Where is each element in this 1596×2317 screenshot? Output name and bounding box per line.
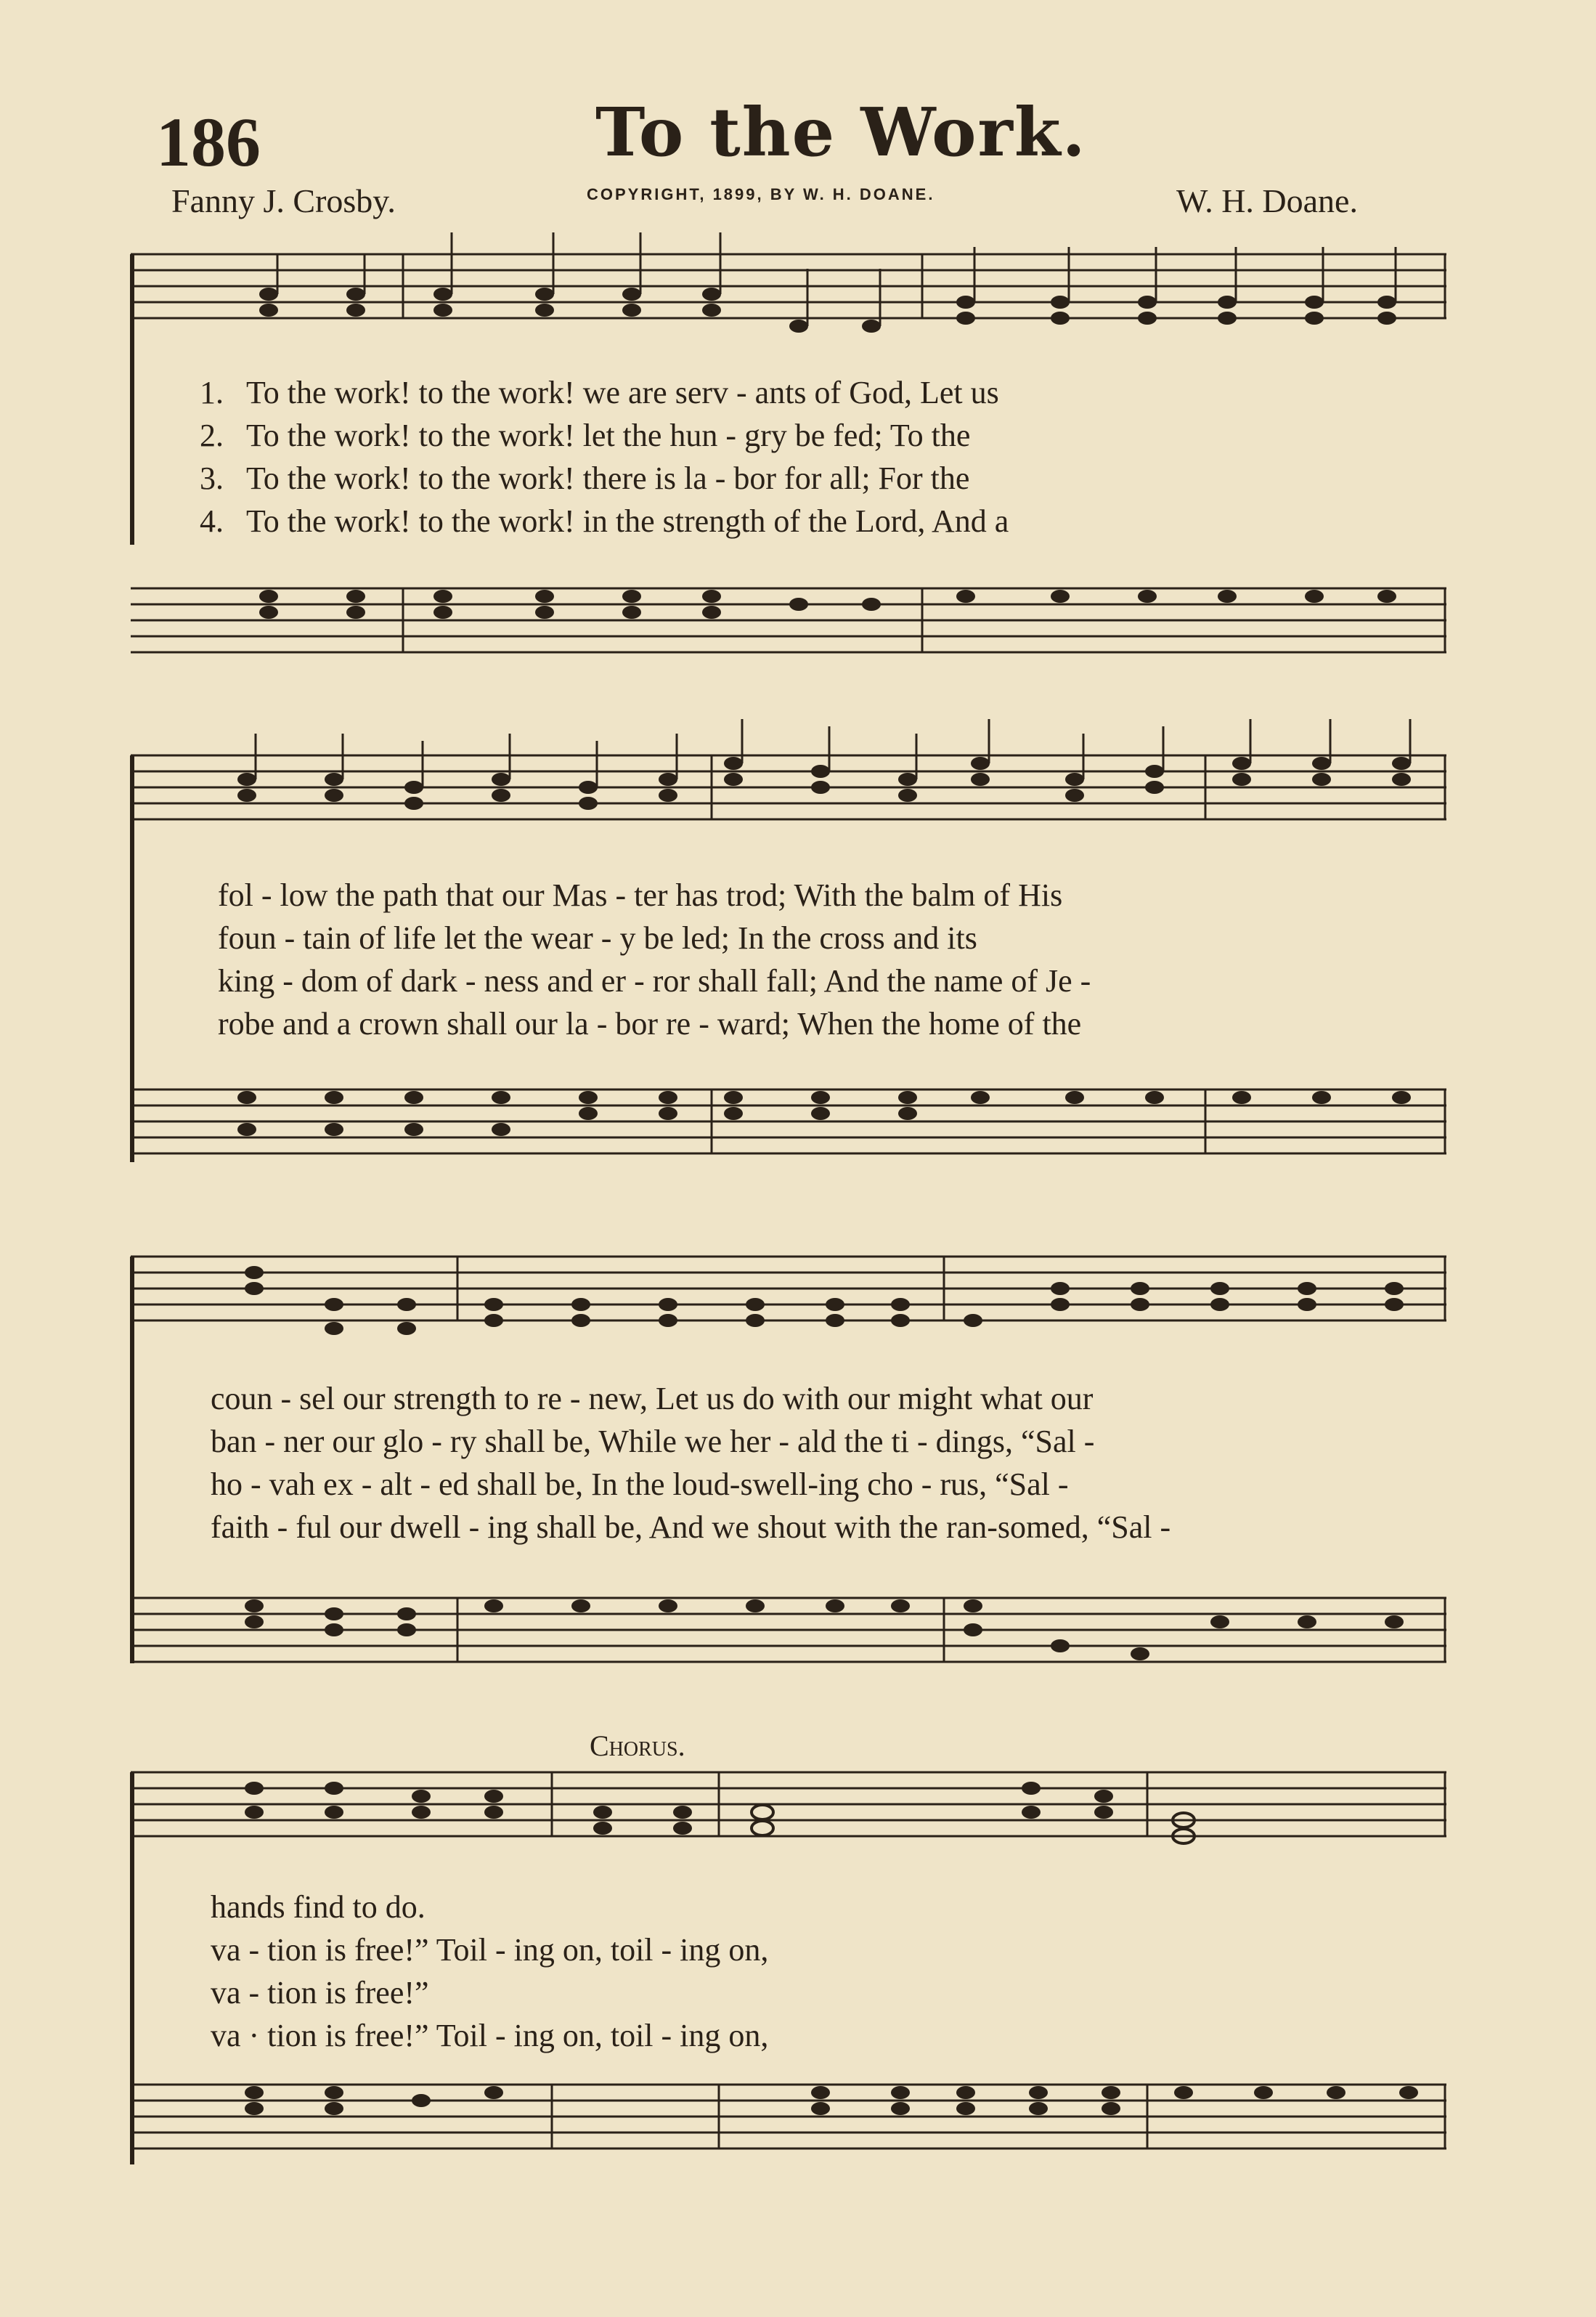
lyric-text: To the work! to the work! let the hun - gry be fed; To the — [246, 418, 971, 453]
lyric-text: faith - ful our dwell - ing shall be, And we shout with the ran-somed, “Sal - — [211, 1509, 1171, 1545]
lyric-text: coun - sel our strength to re - new, Let us do with our might what our — [211, 1381, 1094, 1416]
lyric-line — [200, 460, 969, 497]
lyric-text: To the work! to the work! there is la - bor for all; For the — [246, 460, 970, 496]
chorus-label: Chorus. — [590, 1729, 685, 1762]
lyric-line — [200, 503, 1009, 540]
verse-number: 2. — [200, 418, 224, 453]
verse-number: 1. — [200, 375, 224, 410]
treble-staff-3 — [131, 1257, 1446, 1351]
lyric-text: robe and a crown shall our la - bor re - ward; When the home of the — [218, 1006, 1082, 1042]
verse-number: 3. — [200, 460, 224, 496]
treble-staff-4 — [131, 1772, 1446, 1867]
lyric-line — [211, 2017, 768, 2054]
lyric-text: va - tion is free!” Toil - ing on, toil - ing on, — [211, 1932, 769, 1968]
lyric-text: king - dom of dark - ness and er - ror shall fall; And the name of Je - — [218, 963, 1091, 999]
hymn-number: 186 — [156, 103, 261, 181]
lyric-line — [218, 962, 1091, 999]
copyright-notice: COPYRIGHT, 1899, BY W. H. DOANE. — [587, 185, 935, 203]
lyric-text: fol - low the path that our Mas - ter has trod; With the balm of His — [218, 877, 1063, 913]
lyric-line — [211, 1423, 1094, 1460]
lyric-line — [211, 1974, 429, 2011]
lyric-line — [218, 1005, 1081, 1042]
lyric-text: foun - tain of life let the wear - y be led; In the cross and its — [218, 920, 977, 956]
lyric-line — [211, 1509, 1170, 1546]
treble-staff-2 — [131, 755, 1446, 850]
bass-staff-4 — [131, 2085, 1446, 2179]
lyric-text: va · tion is free!” Toil - ing on, toil - ing on, — [211, 2018, 769, 2053]
lyric-line — [200, 417, 970, 454]
lyric-text: ho - vah ex - alt - ed shall be, In the loud-swell-ing cho - rus, “Sal - — [211, 1466, 1069, 1502]
lyric-text: To the work! to the work! in the strength of the Lord, And a — [246, 503, 1009, 539]
author: Fanny J. Crosby. — [171, 182, 396, 219]
lyric-line — [211, 1466, 1069, 1503]
lyric-text: va - tion is free!” — [211, 1975, 429, 2010]
bass-staff-2 — [131, 1089, 1446, 1184]
lyric-line — [211, 1380, 1093, 1417]
lyric-text: To the work! to the work! we are serv - ants of God, Let us — [246, 375, 999, 410]
composer: W. H. Doane. — [1176, 182, 1358, 219]
lyric-text: hands find to do. — [211, 1889, 426, 1925]
lyric-line — [200, 374, 999, 411]
bass-staff-3 — [131, 1598, 1446, 1692]
lyric-line — [211, 1888, 426, 1926]
lyric-line — [218, 920, 977, 957]
hymn-title: To the Work. — [595, 93, 1087, 171]
lyric-text: ban - ner our glo - ry shall be, While we her - ald the ti - dings, “Sal - — [211, 1424, 1095, 1459]
treble-staff-1 — [131, 254, 1446, 349]
lyric-line — [218, 877, 1062, 914]
lyric-line — [211, 1931, 768, 1968]
verse-number: 4. — [200, 503, 224, 539]
bass-staff-1 — [131, 588, 1446, 683]
